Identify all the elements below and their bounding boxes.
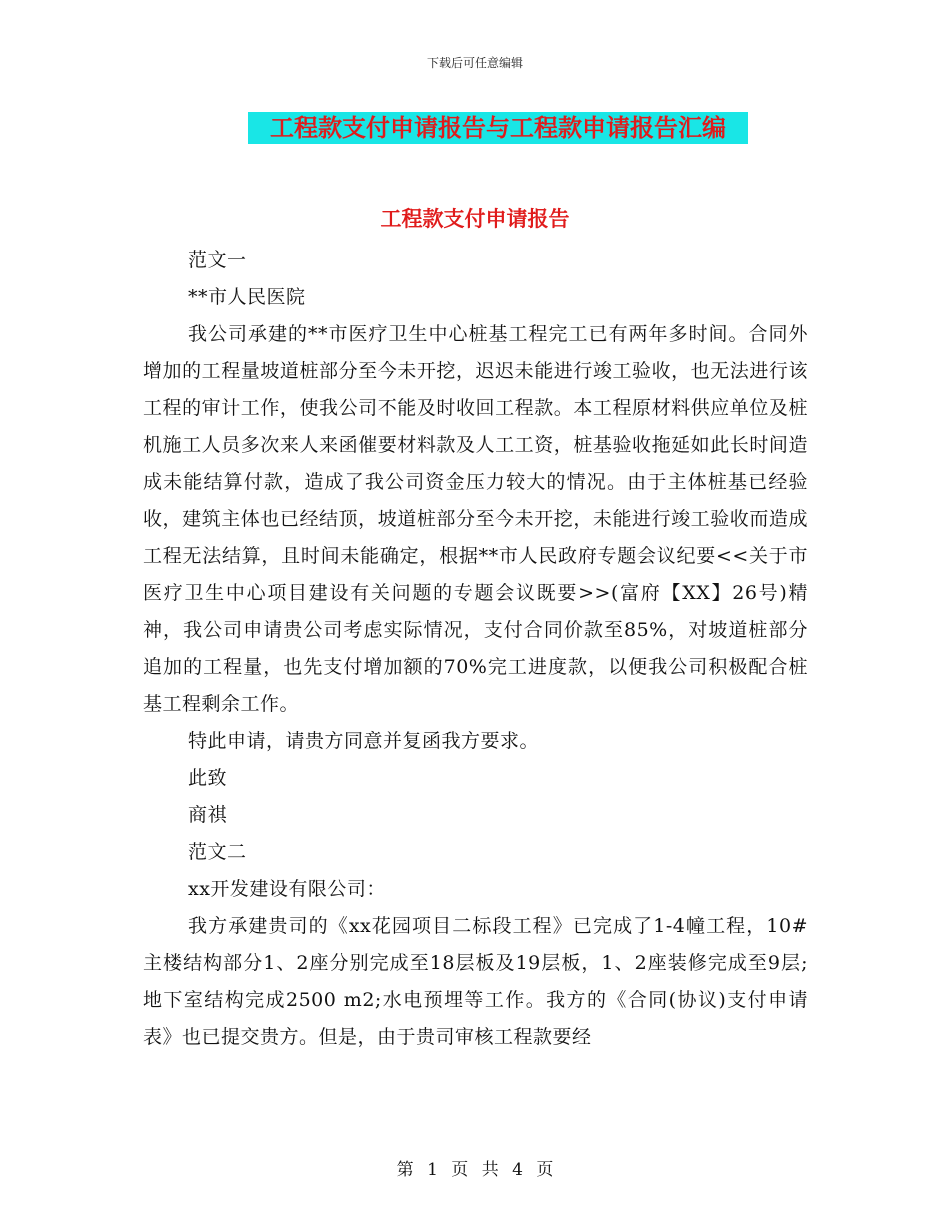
paragraph-main-body-2: 我方承建贵司的《xx花园项目二标段工程》已完成了1-4幢工程，10#主楼结构部分1、2座分别完成至18层板及19层板，1、2座装修完成至9层;地下室结构完成2500 m2;水电预埋等工作。我方的《合同(协议)支付申请表》也已提交贵方。但是，由于贵司审核工程款要经: [143, 915, 808, 1048]
document-body: [143, 222, 808, 1056]
document-title: 工程款支付申请报告与工程款申请报告汇编: [248, 112, 748, 144]
section-title: 工程款支付申请报告: [380, 206, 570, 231]
paragraph-sample-2-heading: 范文二: [188, 841, 247, 863]
page-footer: 第 1 页 共 4 页: [396, 1160, 554, 1180]
paragraph-salutation: 此致: [188, 767, 228, 789]
paragraph-recipient: **市人民医院: [188, 286, 306, 308]
paragraph-request: 特此申请，请贵方同意并复函我方要求。: [188, 730, 540, 752]
paragraph-closing: 商祺: [188, 804, 228, 826]
paragraph-recipient-2: xx开发建设有限公司：: [188, 878, 386, 900]
paragraph-main-body: 我公司承建的**市医疗卫生中心桩基工程完工已有两年多时间。合同外增加的工程量坡道桩部分至今未开挖，迟迟未能进行竣工验收，也无法进行该工程的审计工作，使我公司不能及时收回工程款。本工程原材料供应单位及桩机施工人员多次来人来函催要材料款及人工工资，桩基验收拖延如此长时间造成未能结算付款，造成了我公司资金压力较大的情况。由于主体桩基已经验收，建筑主体也已经结顶，坡道桩部分至今未开挖，未能进行竣工验收而造成工程无法结算，且时间未能确定，根据**市人民政府专题会议纪要<<关于市医疗卫生中心项目建设有关问题的专题会议既要>>(富府【XX】26号)精神，我公司申请贵公司考虑实际情况，支付合同价款至85%，对坡道桩部分追加的工程量，也先支付增加额的70%完工进度款，以便我公司积极配合桩基工程剩余工作。: [143, 323, 808, 715]
title-spacer: [143, 222, 808, 242]
page-header-note: 下载后可任意编辑: [426, 56, 523, 70]
paragraph-sample-1-heading: 范文一: [188, 249, 247, 271]
